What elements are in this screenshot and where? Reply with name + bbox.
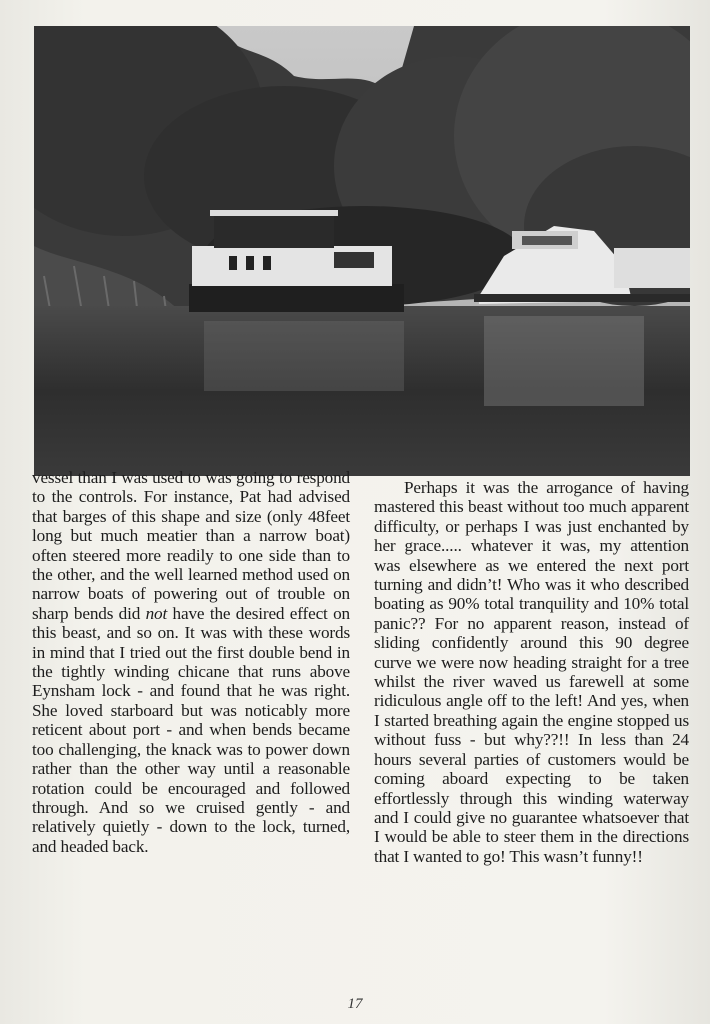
river-boats-photo: [34, 26, 690, 476]
left-paragraph: vessel than I was used to was going to respond to the controls. For instance, Pat had advised that barges of this shape and size (only 48feet long but much meatier than a narrow boat) often steered more readily to one side than to the other, and the well learned method used on narrow boats of powering out of trouble on sharp bends did not have the desired effect on this beast, and so on. It was with these words in mind that I tried out the first double bend in the tightly winding chicane that runs above Eynsham lock - and found that he was right. She loved starboard but was noticably more reticent about port - and when bends became too challenging, the knack was to power down rather than the other way until a reasonable rotation could be encouraged and followed through. And so we cruised gently - and relatively quietly - down to the lock, turned, and headed back.: [32, 468, 350, 856]
right-text-column: [374, 478, 689, 866]
page-number: 17: [347, 996, 363, 1012]
emphasis-not: not: [145, 603, 168, 623]
left-text-column: [32, 468, 350, 856]
right-paragraph: Perhaps it was the arrogance of having mastered this beast without too much apparent difficulty, or perhaps I was just enchanted by her grace..... whatever it was, my attention was elsewhere as we entered the next port turning and didn’t! Who was it who described boating as 90% total tranquility and 10% total panic?? For no apparent reason, instead of sliding confidently around this 90 degree curve we were now heading straight for a tree whilst the river waved us farewell at some ridiculous angle off to the left! And yes, when I started breathing again the engine stopped us without fuss - but why??!! In less than 24 hours several parties of customers would be coming aboard expecting to be taken effortlessly through this winding waterway and I could give no guarantee whatsoever that I would be able to steer them in the directions that I wanted to go! This wasn’t funny!!: [374, 478, 689, 866]
